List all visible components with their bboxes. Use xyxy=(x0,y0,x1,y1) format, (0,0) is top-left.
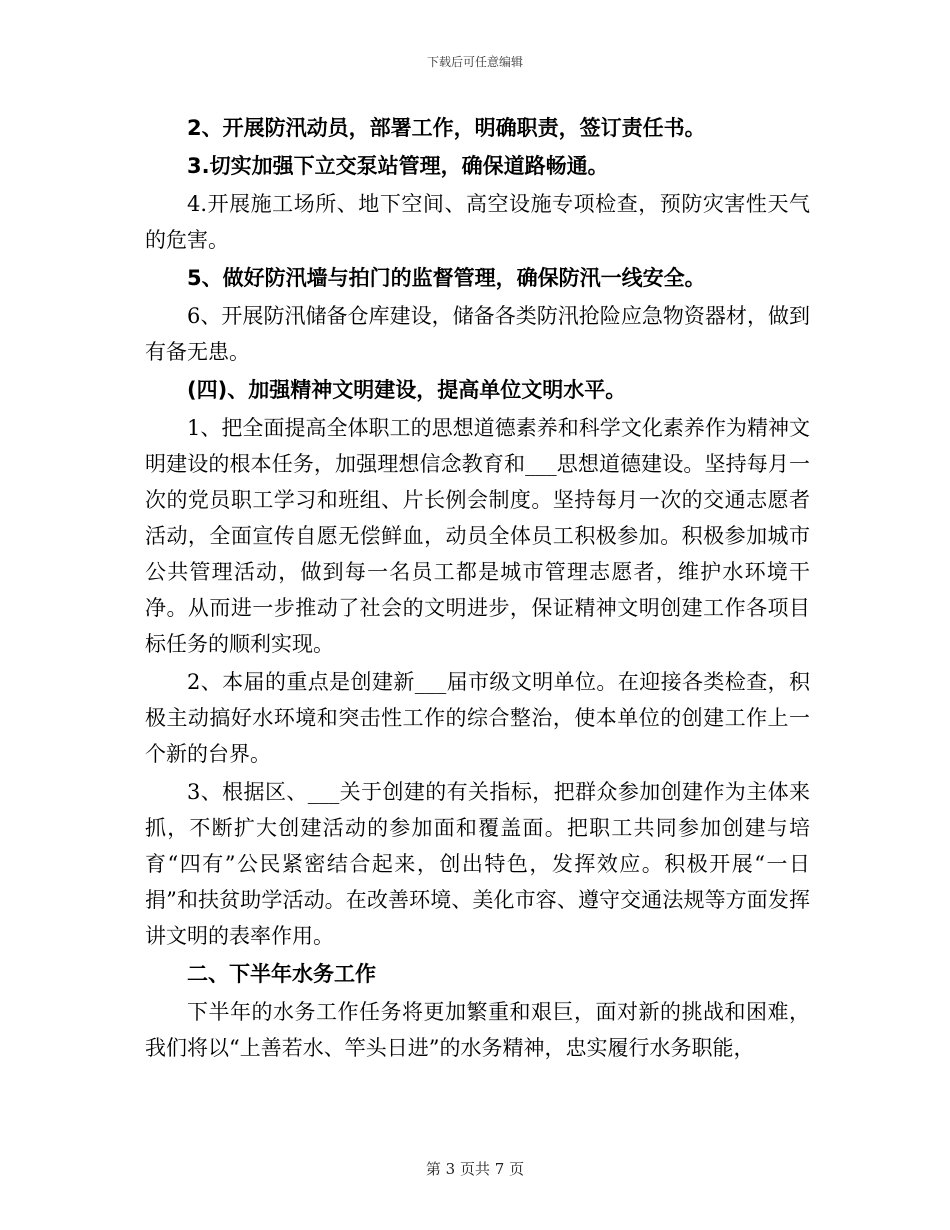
paragraph-5: 6、开展防汛储备仓库建设，储备各类防汛抢险应急物资器材，做到有备无患。 xyxy=(145,304,810,364)
paragraph-3: 4.开展施工场所、地下空间、高空设施专项检查，预防灾害性天气的危害。 xyxy=(145,192,810,252)
section-heading-4: (四)、加强精神文明建设，提高单位文明水平。 xyxy=(187,378,627,402)
section-heading-2: 二、下半年水务工作 xyxy=(187,962,376,986)
paragraph-9: 下半年的水务工作任务将更加繁重和艰巨，面对新的挑战和困难，我们将以“上善若水、竿头日进”的水务精神，忠实履行水务职能， xyxy=(145,1000,810,1060)
paragraph-2: 3.切实加强下立交泵站管理，确保道路畅通。 xyxy=(187,154,609,178)
document-body xyxy=(145,110,810,1068)
page-number: 第 3 页共 7 页 xyxy=(425,1160,525,1178)
paragraph-4: 5、做好防汛墙与拍门的监督管理，确保防汛一线安全。 xyxy=(187,266,706,290)
paragraph-7: 2、本届的重点是创建新___届市级文明单位。在迎接各类检查，积极主动搞好水环境和突击性工作的综合整治，使本单位的创建工作上一个新的台界。 xyxy=(145,670,810,766)
paragraph-6: 1、把全面提高全体职工的思想道德素养和科学文化素养作为精神文明建设的根本任务，加强理想信念教育和___思想道德建设。坚持每月一次的党员职工学习和班组、片长例会制度。坚持每月一次的交通志愿者活动，全面宣传自愿无偿鲜血，动员全体员工积极参加。积极参加城市公共管理活动，做到每一名员工都是城市管理志愿者，维护水环境干净。从而进一步推动了社会的文明进步，保证精神文明创建工作各项目标任务的顺利实现。 xyxy=(145,416,810,656)
header-note: 下载后可任意编辑 xyxy=(426,55,523,69)
paragraph-1: 2、开展防汛动员，部署工作，明确职责，签订责任书。 xyxy=(187,116,706,140)
paragraph-8: 3、根据区、___关于创建的有关指标，把群众参加创建作为主体来抓，不断扩大创建活动的参加面和覆盖面。把职工共同参加创建与培育“四有”公民紧密结合起来，创出特色，发挥效应。积极开展“一日捐”和扶贫助学活动。在改善环境、美化市容、遵守交通法规等方面发挥讲文明的表率作用。 xyxy=(145,780,810,948)
